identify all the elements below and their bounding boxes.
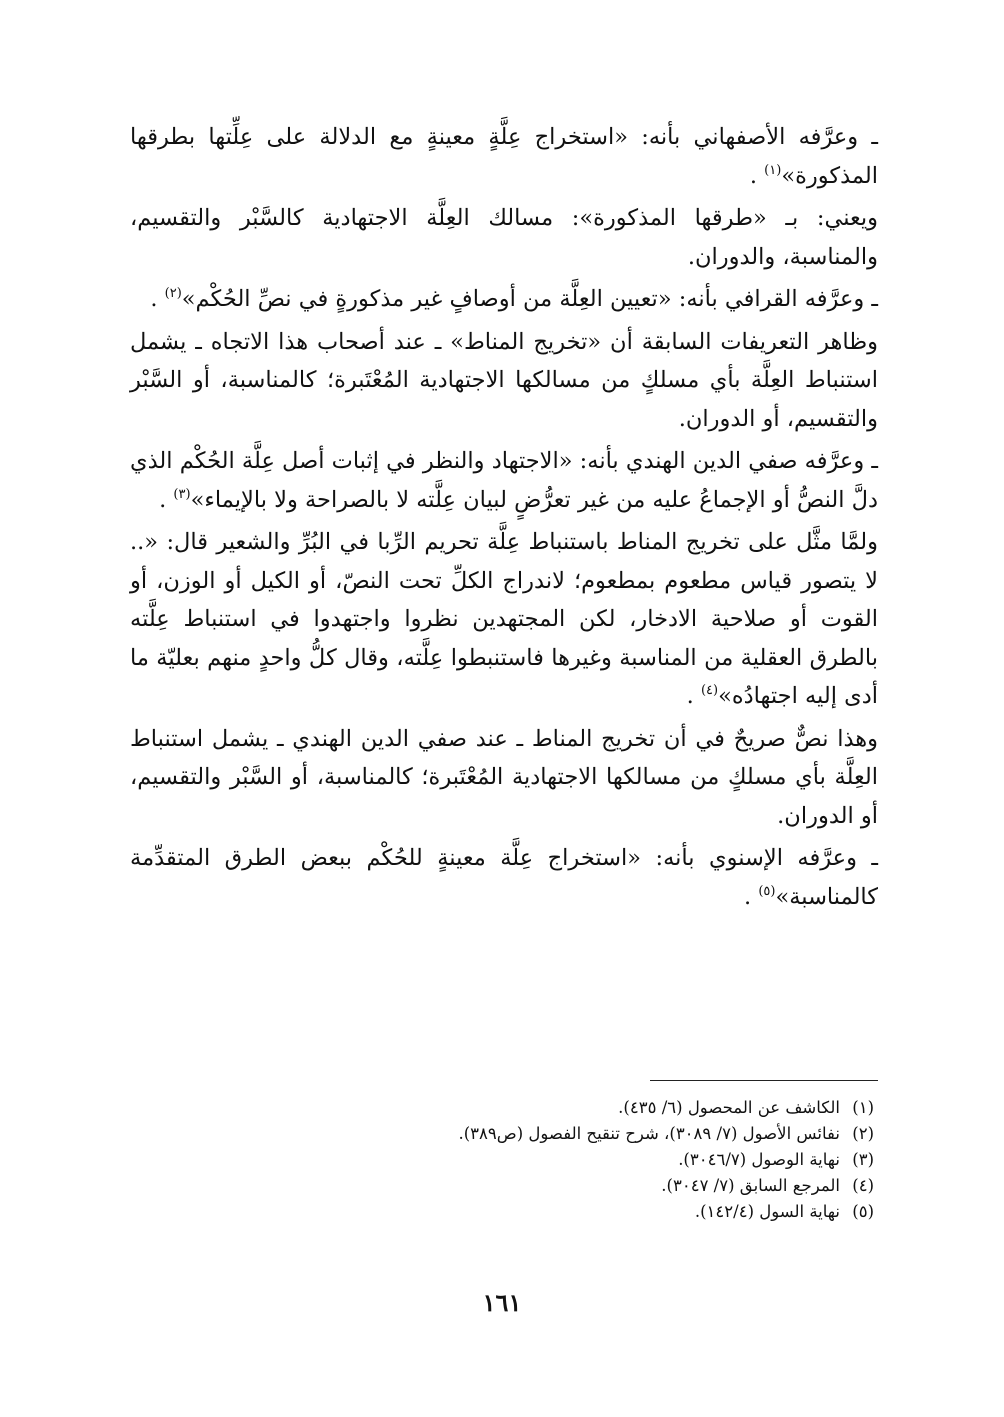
main-text-body: [130, 118, 878, 920]
footnote-ref[interactable]: (٥): [758, 883, 776, 899]
footnote-item: [130, 1121, 878, 1147]
footnote-ref[interactable]: (٤): [700, 683, 719, 698]
paragraph-explanation: [130, 199, 878, 276]
footnote-number: (٢): [852, 1124, 874, 1143]
paragraph-isfahani-definition: [130, 118, 878, 195]
paragraph-text: ـ وعرَّفه صفي الدين الهندي بأنه: «الاجتهاد والنظر في إثبات أصل عِلَّة الحُكْم الذي دلَّ النصُّ أو الإجماعُ عليه من غير تعرُّضٍ لبيان عِلَّته لا بالصراحة ولا بالإيماء»: [130, 448, 878, 513]
footnote-item: [130, 1095, 878, 1121]
footnote-ref[interactable]: (٢): [164, 286, 182, 301]
paragraph-text: ـ وعرَّفه القرافي بأنه: «تعيين العِلَّة من أوصافٍ غير مذكورةٍ في نصِّ الحُكْم»: [181, 286, 878, 312]
page-number: ١٦١: [482, 1288, 522, 1317]
footnote-ref[interactable]: (٣): [173, 486, 191, 502]
footnote-number: (١): [852, 1098, 874, 1117]
footnote-text: نفائس الأصول (٧/ ٣٠٨٩)، شرح تنقيح الفصول (ص٣٨٩).: [458, 1124, 840, 1143]
footnote-number: (٥): [852, 1202, 874, 1221]
paragraph-riba-example: [130, 523, 878, 716]
paragraph-summary: [130, 323, 878, 439]
footnote-number: (٣): [852, 1150, 874, 1169]
paragraph-text: وظاهر التعريفات السابقة أن «تخريج المناط» ـ عند أصحاب هذا الاتجاه ـ يشمل استنباط العِلَّة بأي مسلكٍ من مسالكها الاجتهادية المُعْتَبرة؛ كالمناسبة، أو السَّبْر والتقسيم، أو الدوران.: [130, 328, 878, 432]
footnote-text: المرجع السابق (٧/ ٣٠٤٧).: [661, 1176, 840, 1195]
footnote-item: [130, 1173, 878, 1199]
paragraph-text: ويعني: بـ «طرقها المذكورة»: مسالك العِلَّة الاجتهادية كالسَّبْر والتقسيم، والمناسبة، والدوران.: [130, 205, 878, 270]
footnote-item: [130, 1147, 878, 1173]
paragraph-tail: .: [749, 162, 758, 189]
paragraph-text: ـ وعرَّفه الإسنوي بأنه: «استخراج عِلَّة معينةٍ للحُكْم ببعض الطرق المتقدِّمة كالمناسبة»: [130, 845, 878, 910]
paragraph-hindi-definition: [130, 442, 878, 519]
paragraph-text: وهذا نصٌّ صريحٌ في أن تخريج المناط ـ عند صفي الدين الهندي ـ يشمل استنباط العِلَّة بأي مسلكٍ من مسالكها الاجتهادية المُعْتَبرة؛ كالمناسبة، أو السَّبْر والتقسيم، أو الدوران.: [130, 725, 878, 829]
footnote-text: نهاية السول (١٤٢/٤).: [694, 1202, 840, 1221]
footnotes-section: [130, 1080, 878, 1225]
footnote-ref[interactable]: (١): [764, 162, 782, 178]
paragraph-tail: .: [159, 486, 167, 513]
paragraph-text: ـ وعرَّفه الأصفهاني بأنه: «استخراج عِلَّةٍ معينةٍ مع الدلالة على عِلِّتها بطرقها المذكورة»: [130, 124, 878, 189]
footnote-divider: [650, 1080, 878, 1081]
paragraph-hindi-conclusion: [130, 720, 878, 836]
paragraph-isnawi-definition: [130, 839, 878, 916]
footnote-text: الكاشف عن المحصول (٦/ ٤٣٥).: [618, 1098, 840, 1117]
paragraph-qarafi-definition: [130, 280, 878, 319]
footnote-item: [130, 1199, 878, 1225]
paragraph-tail: .: [686, 683, 694, 709]
paragraph-tail: .: [744, 883, 752, 910]
paragraph-text: ولمَّا مثَّل على تخريج المناط باستنباط عِلَّة تحريم الرِّبا في البُرِّ والشعير قال: «.. لا يتصور قياس مطعوم بمطعوم؛ لاندراج الكلِّ تحت النصّ، أو الكيل أو الوزن، أو القوت أو صلاحية الادخار، لكن المجتهدين نظروا واجتهدوا في استنباط عِلَّته بالطرق العقلية من المناسبة وغيرها فاستنبطوا عِلَّته، وقال كلُّ واحدٍ منهم بعليّة ما أدى إليه اجتهادُه»: [130, 529, 878, 709]
footnote-text: نهاية الوصول (٣٠٤٦/٧).: [678, 1150, 840, 1169]
footnote-number: (٤): [852, 1176, 874, 1195]
paragraph-tail: .: [150, 286, 158, 312]
